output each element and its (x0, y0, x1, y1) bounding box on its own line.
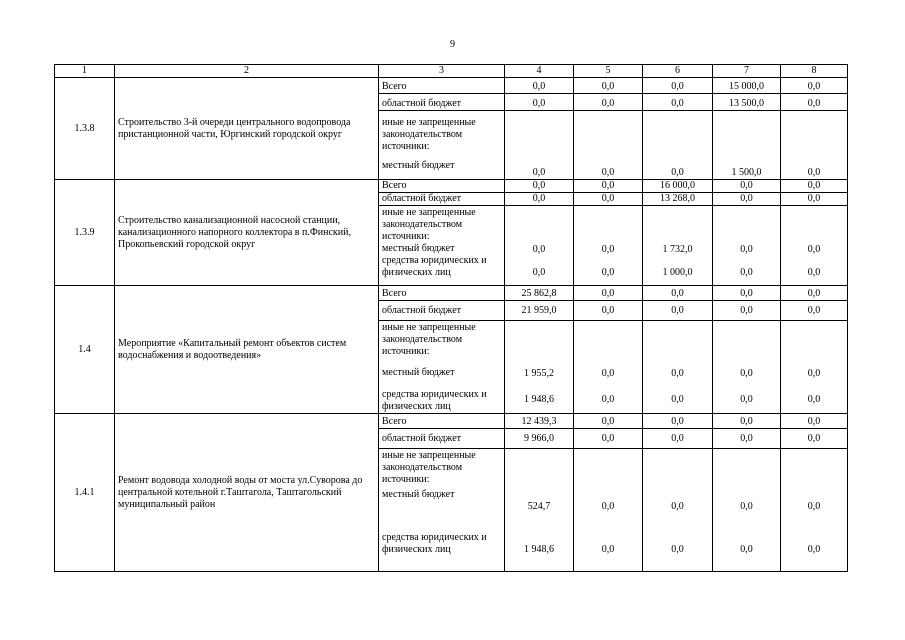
funding-source: областной бюджет (379, 301, 505, 321)
funding-source: Всего (379, 414, 505, 429)
value-group (643, 321, 713, 414)
value-cell: 0,0 (740, 368, 753, 379)
column-header: 3 (379, 65, 505, 78)
value-cell: 16 000,0 (643, 180, 713, 193)
value-cell: 0,0 (574, 286, 643, 301)
value-group (781, 206, 848, 286)
value-cell: 0,0 (781, 180, 848, 193)
value-cell: 0,0 (643, 78, 713, 94)
column-header: 1 (55, 65, 115, 78)
value-cell: 1 955,2 (524, 368, 554, 379)
value-cell: 25 862,8 (505, 286, 574, 301)
funding-source: областной бюджет (379, 94, 505, 111)
value-cell: 13 500,0 (713, 94, 781, 111)
column-header: 8 (781, 65, 848, 78)
value-cell: 0,0 (807, 543, 821, 555)
value-cell: 0,0 (671, 543, 684, 555)
value-cell: 1 000,0 (662, 266, 693, 278)
funding-source: иные не запрещенные законодательством источники: (379, 111, 505, 153)
column-header: 4 (505, 65, 574, 78)
funding-source: иные не запрещенные законодательством источники: (379, 449, 505, 489)
value-cell: 0,0 (643, 94, 713, 111)
value-cell: 0,0 (807, 394, 821, 405)
section-name: Строительство 3-й очереди центрального водопровода пристанционной части, Юргинский городской округ (115, 78, 379, 180)
value-cell: 15 000,0 (713, 78, 781, 94)
value-cell: 0,0 (807, 368, 821, 379)
value-group (713, 206, 781, 286)
column-header: 2 (115, 65, 379, 78)
table-row (55, 180, 848, 193)
value-cell: 0,0 (505, 180, 574, 193)
header-row (55, 65, 848, 78)
section-code: 1.3.8 (55, 78, 115, 180)
value-cell: 0,0 (574, 78, 643, 94)
value-cell: 0,0 (781, 286, 848, 301)
value-group (781, 449, 848, 572)
value-cell: 0,0 (713, 193, 781, 206)
value-cell: 0,0 (574, 193, 643, 206)
funding-source: средства юридических и физических лиц (379, 379, 505, 413)
funding-source: средства юридических и физических лиц (379, 517, 505, 571)
value-cell: 0,0 (574, 414, 643, 429)
value-cell: 0,0 (807, 243, 821, 255)
value-group (505, 449, 574, 572)
value-cell: 0,0 (740, 266, 753, 278)
funding-source-group (379, 206, 505, 286)
value-cell: 0,0 (740, 394, 753, 405)
funding-source: местный бюджет (379, 489, 505, 517)
table-row (55, 286, 848, 301)
funding-source: областной бюджет (379, 429, 505, 449)
value-cell: 12 439,3 (505, 414, 574, 429)
value-cell: 0,0 (601, 500, 615, 512)
value-cell: 0,0 (643, 429, 713, 449)
value-group (505, 206, 574, 286)
funding-source: иные не запрещенные законодательством источники: (382, 207, 476, 242)
value-cell: 1 948,6 (524, 394, 554, 405)
value-cell: 0,0 (740, 543, 753, 555)
value-cell: 0,0 (574, 301, 643, 321)
section-code: 1.4.1 (55, 414, 115, 572)
value-cell: 0,0 (781, 414, 848, 429)
funding-source: Всего (379, 180, 505, 193)
value-cell: 0,0 (643, 414, 713, 429)
funding-source: областной бюджет (379, 193, 505, 206)
value-cell: 0,0 (781, 78, 848, 94)
value-cell: 0,0 (713, 286, 781, 301)
value-cell: 0,0 (713, 180, 781, 193)
funding-source: местный бюджет (379, 153, 505, 180)
funding-source: Всего (379, 78, 505, 94)
value-cell: 0,0 (574, 429, 643, 449)
column-header: 5 (574, 65, 643, 78)
value-cell: 524,7 (527, 500, 551, 512)
value-cell: 0,0 (505, 111, 574, 180)
value-group (713, 321, 781, 414)
budget-table (54, 64, 848, 572)
value-group (713, 449, 781, 572)
value-cell: 0,0 (807, 500, 821, 512)
value-cell: 1 732,0 (662, 243, 693, 255)
value-cell: 0,0 (781, 301, 848, 321)
value-cell: 21 959,0 (505, 301, 574, 321)
section-name: Мероприятие «Капитальный ремонт объектов систем водоснабжения и водоотведения» (115, 286, 379, 414)
value-cell: 0,0 (532, 266, 546, 278)
funding-source: средства юридических и физических лиц (382, 255, 487, 278)
value-cell: 0,0 (601, 368, 615, 379)
funding-source: местный бюджет (379, 361, 505, 379)
value-cell: 0,0 (505, 193, 574, 206)
value-cell: 0,0 (505, 94, 574, 111)
value-cell: 0,0 (601, 266, 615, 278)
value-group (574, 206, 643, 286)
value-cell: 0,0 (601, 543, 615, 555)
value-cell: 0,0 (643, 286, 713, 301)
value-cell: 0,0 (601, 243, 615, 255)
funding-source: иные не запрещенные законодательством источники: (379, 321, 505, 361)
value-cell: 0,0 (505, 78, 574, 94)
value-cell: 0,0 (574, 111, 643, 180)
value-group (574, 449, 643, 572)
table-row (55, 78, 848, 94)
value-cell: 0,0 (713, 414, 781, 429)
value-cell: 0,0 (713, 429, 781, 449)
value-cell: 0,0 (671, 500, 684, 512)
value-cell: 1 948,6 (524, 543, 554, 555)
section-name: Строительство канализационной насосной станции, канализационного напорного коллектора в п.Финский, Прокопьевский городской округ (115, 180, 379, 286)
value-cell: 0,0 (713, 301, 781, 321)
column-header: 7 (713, 65, 781, 78)
value-cell: 0,0 (671, 394, 684, 405)
value-cell: 0,0 (574, 94, 643, 111)
value-cell: 1 500,0 (713, 111, 781, 180)
value-cell: 0,0 (643, 111, 713, 180)
funding-source: Всего (379, 286, 505, 301)
section-name: Ремонт водовода холодной воды от моста ул.Суворова до центральной котельной г.Таштагола, Таштагольский муниципальный район (115, 414, 379, 572)
value-group (781, 321, 848, 414)
section-code: 1.3.9 (55, 180, 115, 286)
value-group (574, 321, 643, 414)
value-cell: 0,0 (781, 429, 848, 449)
value-cell: 0,0 (532, 243, 546, 255)
funding-source: местный бюджет (382, 243, 455, 254)
value-cell: 0,0 (781, 193, 848, 206)
value-cell: 0,0 (781, 111, 848, 180)
value-cell: 0,0 (574, 180, 643, 193)
value-group (505, 321, 574, 414)
value-cell: 0,0 (671, 368, 684, 379)
table-row (55, 414, 848, 429)
column-header: 6 (643, 65, 713, 78)
section-code: 1.4 (55, 286, 115, 414)
value-cell: 0,0 (643, 301, 713, 321)
value-cell: 9 966,0 (505, 429, 574, 449)
value-group (643, 449, 713, 572)
value-cell: 13 268,0 (643, 193, 713, 206)
value-cell: 0,0 (807, 266, 821, 278)
value-cell: 0,0 (740, 243, 753, 255)
value-cell: 0,0 (740, 500, 753, 512)
value-group (643, 206, 713, 286)
value-cell: 0,0 (781, 94, 848, 111)
value-cell: 0,0 (601, 394, 615, 405)
page-number: 9 (450, 39, 455, 50)
